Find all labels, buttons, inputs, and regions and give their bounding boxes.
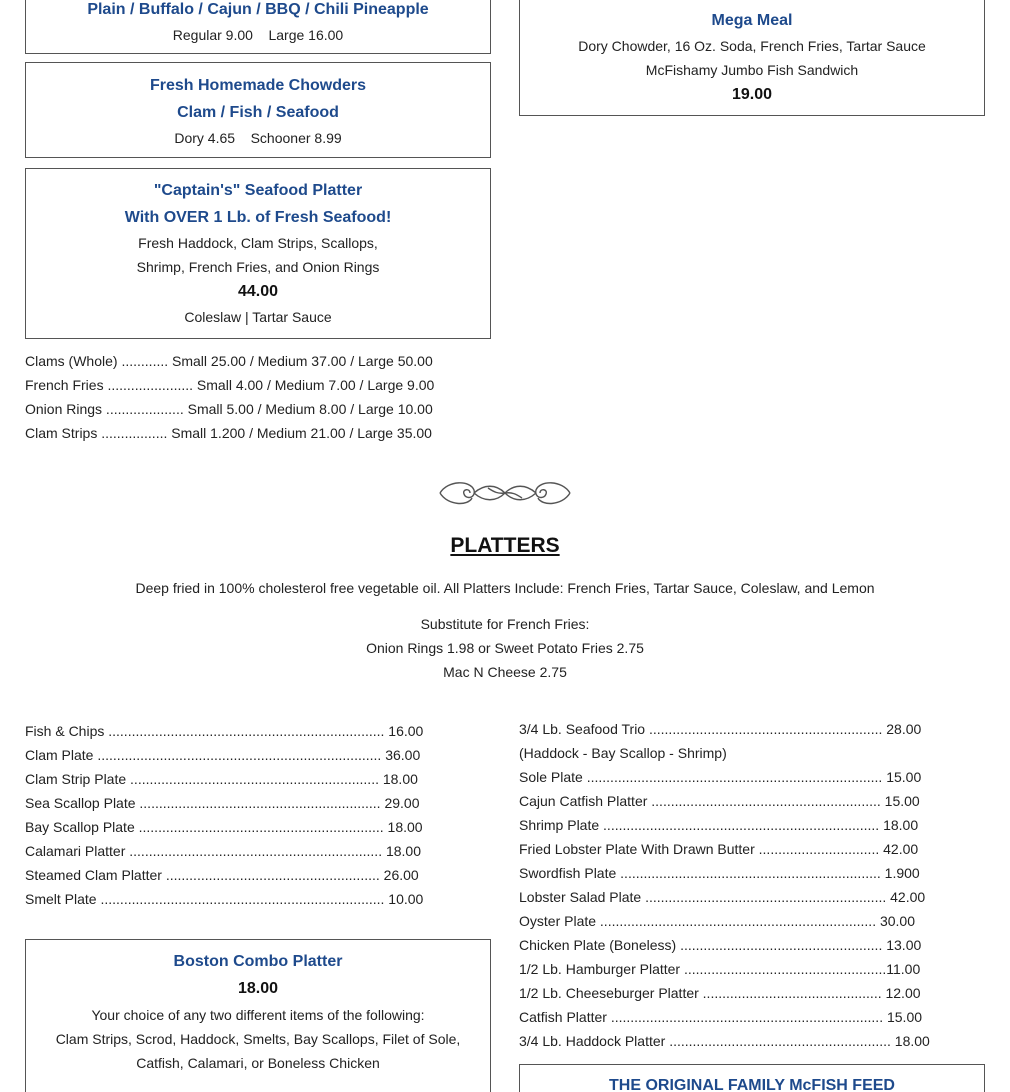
list-item: Oyster Plate ....................................................................... 30.00 (519, 913, 916, 929)
list-item: Catfish Platter ...................................................................... 15.00 (519, 1009, 923, 1025)
wings-flavors: Plain / Buffalo / Cajun / BBQ / Chili Pineapple (87, 1, 429, 18)
boston-combo-line2: Clam Strips, Scrod, Haddock, Smelts, Bay Scallops, Filet of Sole, (55, 1031, 461, 1047)
list-item: (Haddock - Bay Scallop - Shrimp) (519, 745, 727, 761)
list-item: French Fries ...................... Small 4.00 / Medium 7.00 / Large 9.00 (25, 377, 435, 393)
list-item: 1/2 Lb. Hamburger Platter ....................................................11.00 (519, 961, 921, 977)
captains-title: "Captain's" Seafood Platter (153, 182, 363, 199)
list-item: Calamari Platter ................................................................. 18.00 (25, 843, 422, 859)
mega-meal-line1: Dory Chowder, 16 Oz. Soda, French Fries, Tartar Sauce (578, 38, 926, 54)
boston-combo-line3: Catfish, Calamari, or Boneless Chicken (136, 1055, 380, 1071)
chowders-title: Fresh Homemade Chowders (149, 77, 367, 94)
list-item: Sole Plate ............................................................................ 15.00 (519, 769, 922, 785)
captains-footer: Coleslaw | Tartar Sauce (184, 309, 332, 325)
captains-platter-box (25, 168, 491, 339)
list-item: Onion Rings .................... Small 5.00 / Medium 8.00 / Large 10.00 (25, 401, 433, 417)
substitute-line2: Mac N Cheese 2.75 (443, 664, 567, 680)
list-item: Sea Scallop Plate .............................................................. 29.00 (25, 795, 420, 811)
mega-meal-line2: McFishamy Jumbo Fish Sandwich (645, 62, 859, 78)
mega-meal-price: 19.00 (731, 86, 773, 103)
wings-box (25, 0, 491, 54)
list-item: Clam Plate ......................................................................... 36.00 (25, 747, 421, 763)
wings-prices: Regular 9.00 Large 16.00 (172, 27, 344, 43)
boston-combo-title: Boston Combo Platter (173, 953, 343, 970)
list-item: 1/2 Lb. Cheeseburger Platter .............................................. 12.00 (519, 985, 921, 1001)
list-item: Cajun Catfish Platter ........................................................... 15.00 (519, 793, 920, 809)
boston-combo-line1: Your choice of any two different items of the following: (91, 1007, 425, 1023)
captains-line1: Fresh Haddock, Clam Strips, Scallops, (138, 235, 378, 251)
mega-meal-title: Mega Meal (711, 12, 793, 29)
sides-list (25, 349, 465, 445)
list-item: Bay Scallop Plate ............................................................... 18.00 (25, 819, 423, 835)
captains-price: 44.00 (237, 283, 279, 300)
list-item: Shrimp Plate ....................................................................... 18.00 (519, 817, 919, 833)
chowders-subtitle: Clam / Fish / Seafood (177, 104, 339, 121)
list-item: 3/4 Lb. Haddock Platter ......................................................... 18.00 (519, 1033, 930, 1049)
list-item: Swordfish Plate ................................................................... 1.900 (519, 865, 920, 881)
list-item: 3/4 Lb. Seafood Trio ............................................................ 28.00 (519, 721, 922, 737)
list-item: Clam Strip Plate ................................................................ 18.00 (25, 771, 418, 787)
captains-subtitle: With OVER 1 Lb. of Fresh Seafood! (124, 209, 392, 226)
mega-meal-box (519, 0, 985, 116)
list-item: Chicken Plate (Boneless) .................................................... 13.00 (519, 937, 922, 953)
substitute-label: Substitute for French Fries: (420, 616, 590, 632)
captains-line2: Shrimp, French Fries, and Onion Rings (136, 259, 380, 275)
list-item: Lobster Salad Plate .............................................................. 42.00 (519, 889, 926, 905)
flourish-ornament-icon (438, 478, 572, 508)
list-item: Fried Lobster Plate With Drawn Butter ............................... 42.00 (519, 841, 919, 857)
list-item: Smelt Plate ......................................................................... 10.00 (25, 891, 424, 907)
platters-left-list (25, 719, 495, 911)
platters-heading: PLATTERS (450, 534, 560, 557)
list-item: Fish & Chips ....................................................................... 16.00 (25, 723, 424, 739)
chowders-box (25, 62, 491, 158)
family-feed-title: THE ORIGINAL FAMILY McFISH FEED (609, 1077, 895, 1092)
boston-combo-price: 18.00 (237, 980, 279, 997)
substitute-line1: Onion Rings 1.98 or Sweet Potato Fries 2.75 (366, 640, 644, 656)
list-item: Clams (Whole) ............ Small 25.00 / Medium 37.00 / Large 50.00 (25, 353, 433, 369)
list-item: Steamed Clam Platter ....................................................... 26.00 (25, 867, 419, 883)
boston-combo-box (25, 939, 491, 1092)
platters-right-list (519, 717, 989, 1053)
list-item: Clam Strips ................. Small 1.200 / Medium 21.00 / Large 35.00 (25, 425, 432, 441)
chowders-prices: Dory 4.65 Schooner 8.99 (174, 130, 342, 146)
platters-description: Deep fried in 100% cholesterol free vegetable oil. All Platters Include: French Fries, Tartar Sauce, Coleslaw, and Lemon (135, 580, 875, 596)
